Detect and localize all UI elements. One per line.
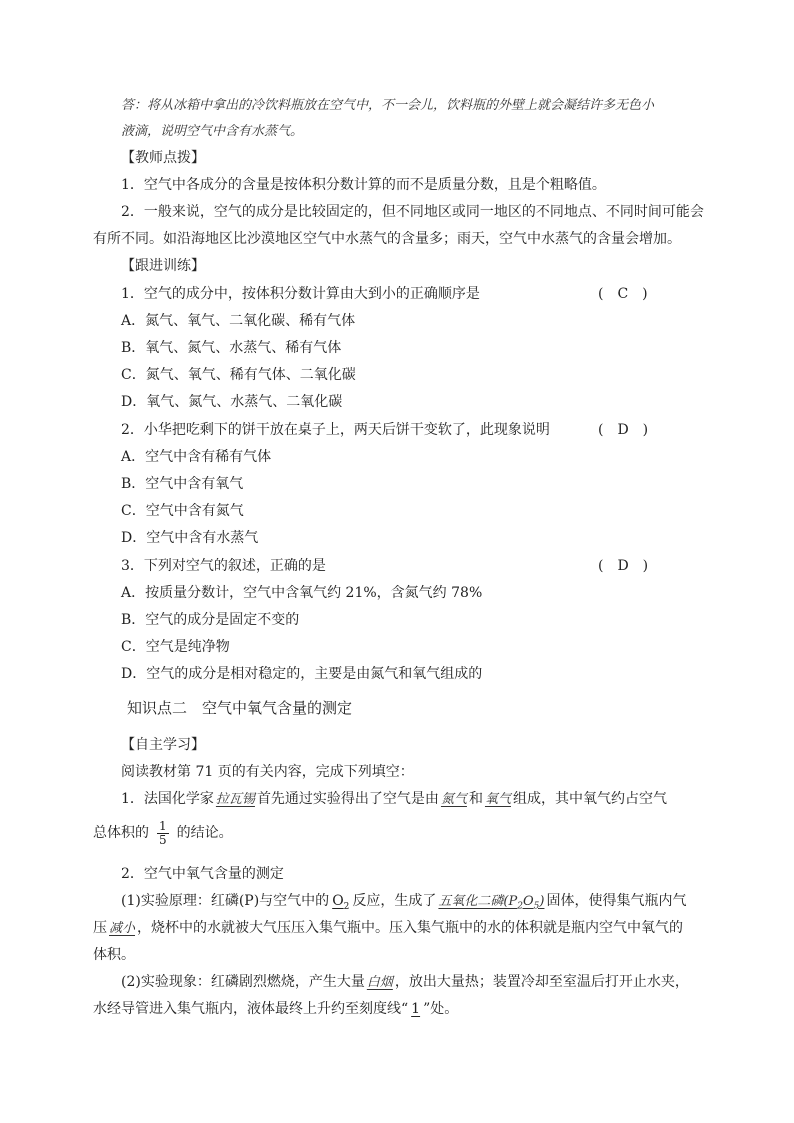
question-3-answer: ( D ) [598,558,649,574]
q1-option-b: B．氧气、氮气、水蒸气、稀有气体 [121,340,342,356]
q3-option-d: D．空气的成分是相对稳定的，主要是由氮气和氧气组成的 [121,666,483,682]
principle-pre: (1)实验原理：红磷(P)与空气中的 [121,893,330,909]
q1-option-c: C．氮气、氧气、稀有气体、二氧化碳 [121,367,356,383]
question-1-stem: 1．空气的成分中，按体积分数计算由大到小的正确顺序是 [121,286,480,302]
blank-chemist: 拉瓦锡 [215,792,255,807]
principle-post: 固体，使得集气瓶内气 [546,893,687,909]
q2-option-c: C．空气中含有氮气 [121,503,244,519]
question-1-answer: ( C ) [598,286,648,302]
teacher-tip-2-line1: 2．一般来说，空气的成分是比较固定的，但不同地区或同一地区的不同地点、不同时间可能会 [121,204,704,220]
blank-p2o5-end: ) [539,894,545,909]
answer-line-2: 液滴，说明空气中含有水蒸气。 [121,124,304,139]
q2-option-d: D．空气中含有水蒸气 [121,530,259,546]
q3-option-a: A．按质量分数计，空气中含氧气约 21%，含氮气约 78% [121,585,483,601]
fq1-mid1: 首先通过实验得出了空气是由 [256,791,439,807]
question-2-stem: 2．小华把吃剩下的饼干放在桌子上，两天后饼干变软了，此现象说明 [121,422,550,438]
fraction-numerator: 1 [159,818,167,833]
q1-option-d: D．氧气、氮气、水蒸气、二氧化碳 [121,394,343,410]
phenomenon-line-1 [121,973,689,992]
phenomenon-post: ，放出大量热；装置冷却至室温后打开止水夹， [394,974,689,990]
principle-line2-pre: 压 [93,920,107,936]
blank-one: 1 [411,1001,421,1017]
teacher-tips-heading: 【教师点拨】 [121,150,205,166]
blank-p2o5-mid: O [522,894,534,909]
blank-nitrogen: 氮气 [440,792,467,807]
fq1-line2-post: 的结论。 [176,825,233,841]
fq1-line2-pre: 总体积的 [93,825,149,841]
principle-line2-post: ，烧杯中的水就被大气压压入集气瓶中。压入集气瓶中的水的体积就是瓶内空气中氧气的 [137,920,684,936]
fraction-denominator: 5 [159,832,167,847]
fill-question-2-title: 2．空气中氧气含量的测定 [121,866,284,882]
blank-p2o5-text: 五氧化二磷(P [438,894,518,909]
q2-option-b: B．空气中含有氧气 [121,476,244,492]
blank-o2-text: O [332,893,344,909]
fraction-one-fifth [157,820,169,847]
self-study-heading: 【自主学习】 [121,737,205,753]
blank-p2o5-sub1: 2 [517,901,523,912]
blank-p2o5 [436,894,546,912]
fill-question-1-line2 [93,818,233,848]
q3-option-b: B．空气的成分是固定不变的 [121,612,300,628]
answer-line-1: 答：将从冰箱中拿出的冷饮料瓶放在空气中，不一会儿，饮料瓶的外壁上就会凝结许多无色小 [121,98,655,113]
fq1-post: 组成，其中氧气约占空气 [512,791,667,807]
phenomenon-pre: (2)实验现象：红磷剧烈燃烧，产生大量 [121,974,365,990]
reading-instruction: 阅读教材第 71 页的有关内容，完成下列填空： [121,764,414,780]
phenomenon2-pre: 水经导管进入集气瓶内，液体最终上升约至刻度线“ [93,1001,409,1017]
q2-option-a: A．空气中含有稀有气体 [121,449,272,465]
blank-white-smoke: 白烟 [366,975,393,990]
question-3-stem: 3．下列对空气的叙述，正确的是 [121,558,326,574]
fq1-pre: 1．法国化学家 [121,791,214,807]
question-2-answer: ( D ) [598,422,649,438]
teacher-tip-2-line2: 有所不同。如沿海地区比沙漠地区空气中水蒸气的含量多；雨天，空气中水蒸气的含量会增加。 [93,231,681,247]
teacher-tip-1: 1．空气中各成分的含量是按体积分数计算的而不是质量分数，且是个粗略值。 [121,177,606,193]
principle-mid: 反应，生成了 [352,893,437,909]
principle-line-3: 体积。 [93,947,135,963]
phenomenon2-post: ”处。 [423,1001,459,1017]
principle-line-2 [93,919,683,938]
fill-question-1-line1 [121,790,667,809]
blank-decrease: 减小 [109,921,136,936]
fq1-mid2: 和 [468,791,483,807]
principle-line-1 [121,892,686,916]
blank-oxygen: 氧气 [484,792,511,807]
practice-heading: 【跟进训练】 [121,258,205,274]
q1-option-a: A．氮气、氧气、二氧化碳、稀有气体 [121,313,356,329]
blank-p2o5-sub2: 5 [533,901,540,912]
knowledge-point-2-title: 知识点二 空气中氧气含量的测定 [127,699,353,717]
q3-option-c: C．空气是纯净物 [121,639,230,655]
blank-o2 [329,893,352,912]
blank-o2-sub: 2 [343,901,350,912]
phenomenon-line-2 [93,1000,458,1018]
